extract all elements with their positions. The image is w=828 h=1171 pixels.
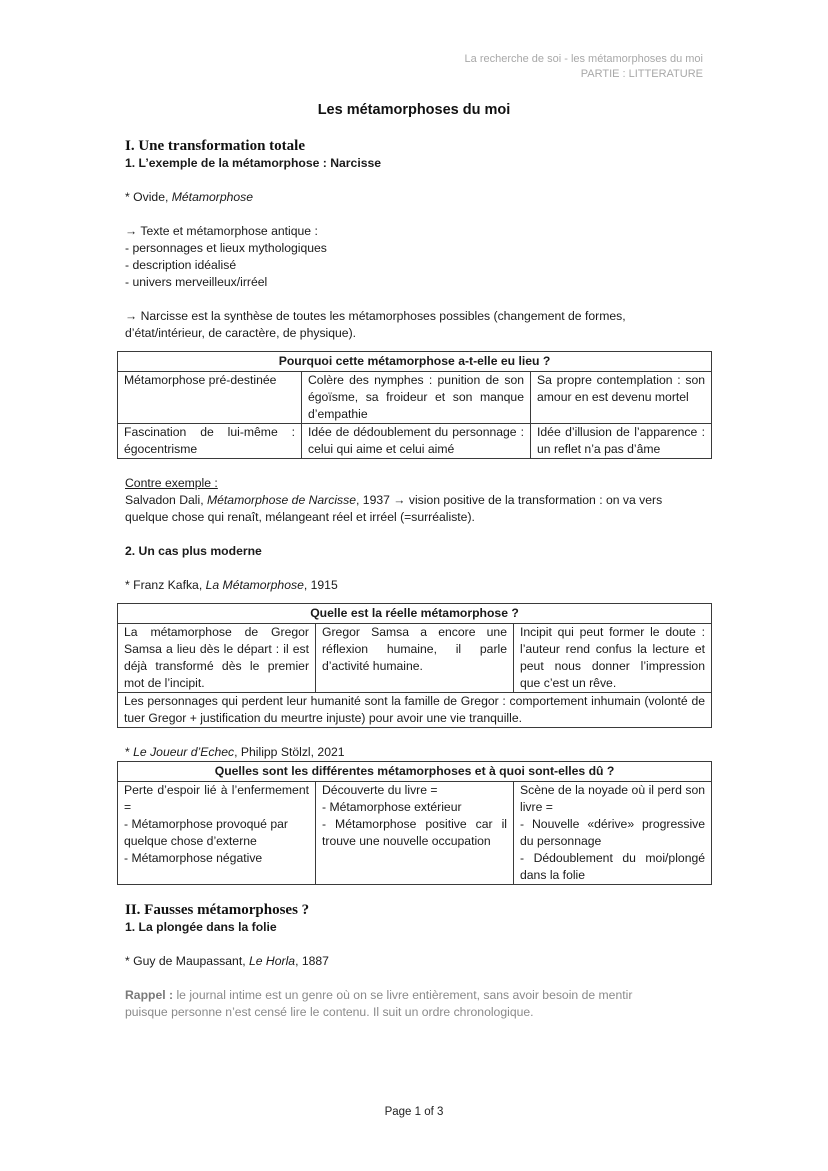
table-header: Pourquoi cette métamorphose a-t-elle eu lieu ? [118,352,712,372]
table-row [118,424,712,459]
table-cell: Idée d’illusion de l’apparence : un reflet n’a pas d’âme [531,424,712,459]
document-body [125,138,715,1021]
table-cell: Perte d’espoir lié à l’enfermement = - Métamorphose provoqué par quelque chose d’externe - Métamorphose négative [118,782,316,885]
section-heading-2: II. Fausses métamorphoses ? [125,902,310,918]
table-cell: Découverte du livre = - Métamorphose extérieur - Métamorphose positive car il trouve une nouvelle occupation [316,782,514,885]
arrow-note-antique: → Texte et métamorphose antique : [125,224,318,238]
table-narcisse [117,351,712,459]
page-title: Les métamorphoses du moi [317,102,511,118]
source-kafka: * Franz Kafka, La Métamorphose, 1915 [125,578,338,592]
table-cell: Idée de dédoublement du personnage : celui qui aime et celui aimé [302,424,531,459]
table-header: Quelles sont les différentes métamorphoses et à quoi sont-elles dû ? [118,762,712,782]
subsection-heading-2-1: 1. La plongée dans la folie [125,920,277,934]
page-number: Page 1 of 3 [384,1106,444,1118]
table-cell: Métamorphose pré-destinée [118,372,302,424]
source-maupassant: * Guy de Maupassant, Le Horla, 1887 [125,954,329,968]
table-cell: Gregor Samsa a encore une réflexion humaine, il parle d’activité humaine. [316,624,514,693]
header-part-label: PARTIE : LITTERATURE [580,68,703,80]
table-cell: Fascination de lui-même : égocentrisme [118,424,302,459]
table-kafka [117,603,712,728]
table-cell: Colère des nymphes : punition de son égoïsme, sa froideur et son manque d’empathie [302,372,531,424]
table-cell: Incipit qui peut former le doute : l’auteur rend confus la lecture et peut nous donner l’impression que c’est un rêve. [514,624,712,693]
table-row [118,624,712,693]
table-cell: La métamorphose de Gregor Samsa a lieu dès le départ : il est déjà transformé dès le premier mot de l’incipit. [118,624,316,693]
rappel-note: Rappel : le journal intime est un genre où on se livre entièrement, sans avoir besoin de mentir puisque personne n’est censé lire le contenu. Il suit un ordre chronologique. [125,988,633,1019]
table-row [118,782,712,885]
table-row [118,693,712,728]
bullet-item: - description idéalisé [125,258,237,272]
counter-example-label: Contre exemple : [125,476,218,490]
table-cell-merged: Les personnages qui perdent leur humanité sont la famille de Gregor : comportement inhumain (volonté de tuer Gregor + justification du meurtre injuste) pour avoir une vie tranquille. [118,693,712,728]
section-heading-1: I. Une transformation totale [125,138,305,154]
counter-example-text: Salvadon Dali, Métamorphose de Narcisse, 1937 → vision positive de la transformation : on va vers quelque chose qui renaît, mélangeant réel et irréel (=surréaliste). [125,493,663,524]
subsection-heading-1-2: 2. Un cas plus moderne [125,544,262,558]
source-ovide: * Ovide, Métamorphose [125,190,254,204]
subsection-heading-1-1: 1. L’exemple de la métamorphose : Narcisse [125,156,382,170]
table-cell: Sa propre contemplation : son amour en est devenu mortel [531,372,712,424]
arrow-note-synthese: → Narcisse est la synthèse de toutes les métamorphoses possibles (changement de formes, d’état/intérieur, de caractère, de physique). [125,309,626,340]
table-cell: Scène de la noyade où il perd son livre = - Nouvelle «dérive» progressive du personnage - Dédoublement du moi/plongé dans la folie [514,782,712,885]
table-row [118,372,712,424]
running-header [465,52,703,82]
table-joueur-echec [117,761,712,885]
bullet-item: - personnages et lieux mythologiques [125,241,327,255]
bullet-item: - univers merveilleux/irréel [125,275,268,289]
source-joueur-echec: * Le Joueur d’Echec, Philipp Stölzl, 2021 [125,745,345,759]
table-header: Quelle est la réelle métamorphose ? [118,604,712,624]
header-course-title: La recherche de soi - les métamorphoses du moi [464,53,703,65]
